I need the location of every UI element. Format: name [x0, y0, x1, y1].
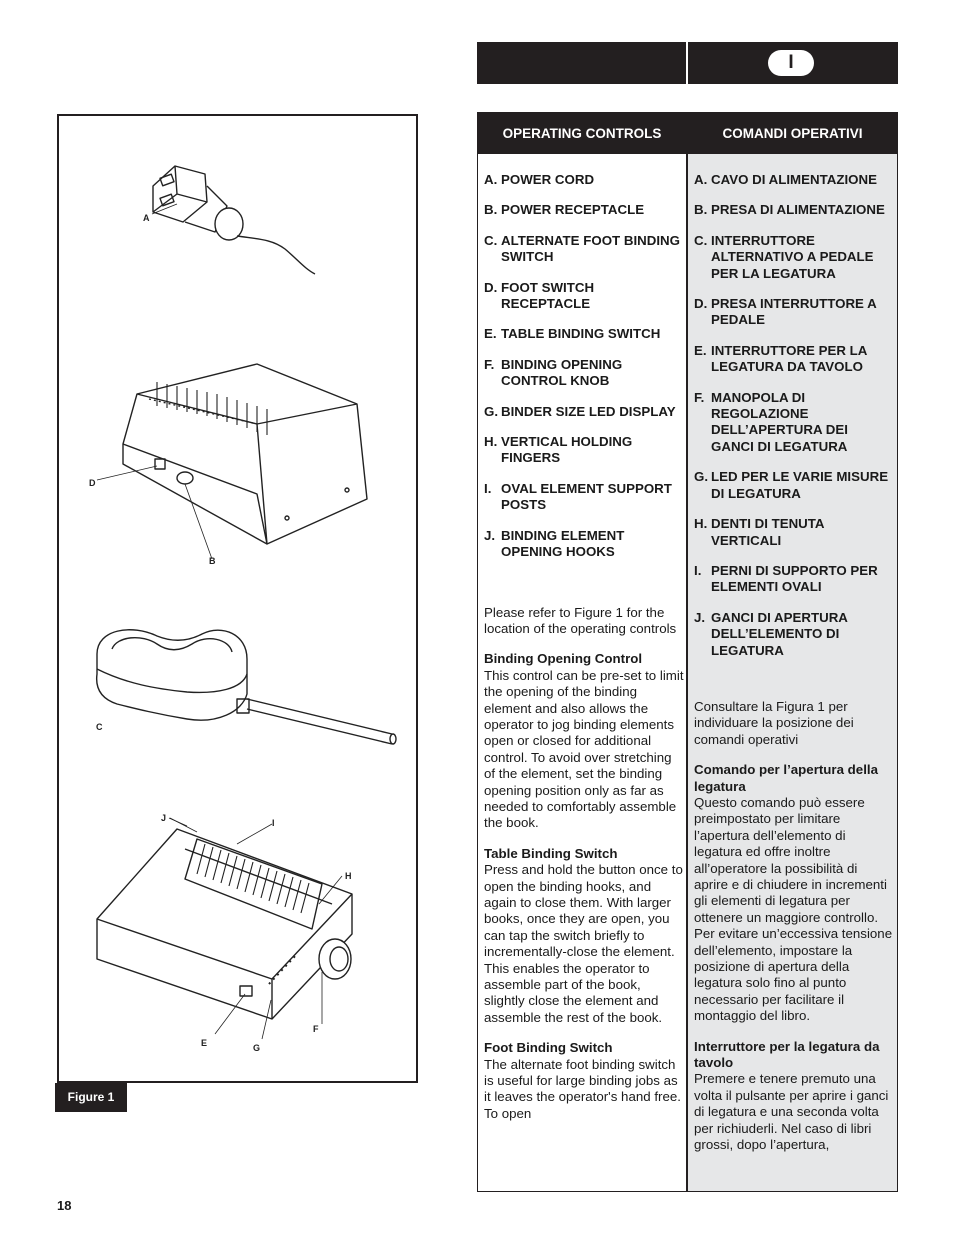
list-item: B. PRESA DI ALIMENTAZIONE [694, 202, 885, 218]
italian-item-list [694, 172, 894, 659]
list-item: E. TABLE BINDING SWITCH [484, 326, 661, 342]
list-item: J. BINDING ELEMENT OPENING HOOKS [484, 527, 625, 560]
italian-intro: Consultare la Figura 1 per individuare la posizione dei comandi operativi [694, 698, 854, 747]
list-item: A. CAVO DI ALIMENTAZIONE [694, 172, 877, 187]
list-item: A. POWER CORD [484, 172, 595, 187]
machine-rear-drawing [123, 364, 367, 544]
list-item: I. PERNI DI SUPPORTO PER ELEMENTI OVALI [694, 562, 878, 595]
callout-j: J [161, 813, 167, 823]
english-section: Foot Binding Switch The alternate foot binding switch is useful for large binding jobs as it leaves the operator's hand free. To open [484, 1040, 681, 1121]
callout-i: I [272, 818, 275, 828]
callout-h: H [345, 871, 352, 881]
italian-column-heading: COMANDI OPERATIVI [688, 113, 897, 154]
callout-e: E [201, 1038, 208, 1048]
italian-section: Comando per l’apertura della legatura Questo comando può essere preimpostato per limitare l’apertura dell’elemento di legatura ed offre inoltre all’operatore la possibilità di aprire e di chiudere in incrementi gli elementi di legatura per ottenere un maggiore controllo. Per evitare un’eccessiva tensione dell’elemento, impostare la posizione di apertura della legatura solo fino al punto necessario per facilitare il montaggio del libro. [694, 762, 893, 1024]
list-item: B. POWER RECEPTACLE [484, 202, 645, 218]
callout-b: B [209, 556, 216, 566]
list-item: G. LED PER LE VARIE MISURE DI LEGATURA [694, 469, 889, 501]
list-item: F. MANOPOLA DI REGOLAZIONE DELL’APERTURA DEI GANCI DI LEGATURA [694, 389, 848, 454]
english-item-list [484, 172, 684, 561]
english-column [484, 172, 684, 1136]
list-item: D. FOOT SWITCH RECEPTACLE [484, 279, 595, 312]
list-item: H. DENTI DI TENUTA VERTICALI [694, 516, 825, 548]
callout-g: G [253, 1043, 261, 1053]
callout-a: A [143, 213, 150, 223]
callout-d: D [89, 478, 96, 488]
list-item: C. ALTERNATE FOOT BINDING SWITCH [484, 232, 681, 265]
language-badge: I [768, 50, 814, 76]
callout-f: F [313, 1024, 319, 1034]
list-item: I. OVAL ELEMENT SUPPORT POSTS [484, 480, 672, 513]
list-item: E. INTERRUTTORE PER LA LEGATURA DA TAVOLO [694, 342, 867, 375]
english-section: Binding Opening Control This control can be pre-set to limit the opening of the binding element and also allows the operator to jog binding elements open or closed for additional control. To avoid over stretching of the element, set the binding opening position only as far as needed to comfortably assemble the book. [484, 651, 684, 831]
column-divider [686, 113, 688, 1191]
list-item: J. GANCI DI APERTURA DELL’ELEMENTO DI LEGATURA [694, 609, 848, 658]
list-item: H. VERTICAL HOLDING FINGERS [484, 434, 633, 466]
italian-column [694, 172, 894, 1168]
figure-caption: Figure 1 [55, 1083, 127, 1112]
english-section: Table Binding Switch Press and hold the button once to open the binding hooks, and again to close them. With larger books, once they are open, you can tap the switch briefly to incrementally-close the element. This enables the operator to assemble part of the book, slightly close the element and assemble the rest of the book. [484, 845, 683, 1025]
machine-front-drawing [97, 829, 352, 1019]
callout-c: C [96, 722, 103, 732]
list-item: D. PRESA INTERRUTTORE A PEDALE [694, 296, 877, 328]
list-item: C. INTERRUTTORE ALTERNATIVO A PEDALE PER LA LEGATURA [694, 232, 874, 281]
italian-section: Interruttore per la legatura da tavolo Premere e tenere premuto una volta il pulsante per aprire i ganci di legatura e una seconda volta per richiuderli. Nel caso di libri grossi, dopo l’apertura, [694, 1038, 889, 1153]
english-column-heading: OPERATING CONTROLS [478, 113, 686, 154]
list-item: F. BINDING OPENING CONTROL KNOB [484, 356, 623, 389]
figure-illustration [57, 114, 418, 1083]
page-number: 18 [57, 1198, 72, 1213]
header-divider [686, 42, 688, 84]
english-intro: Please refer to Figure 1 for the location of the operating controls [484, 604, 677, 636]
foot-switch-drawing [97, 630, 396, 744]
power-cord-drawing [153, 166, 315, 274]
list-item: G. BINDER SIZE LED DISPLAY [484, 403, 676, 419]
